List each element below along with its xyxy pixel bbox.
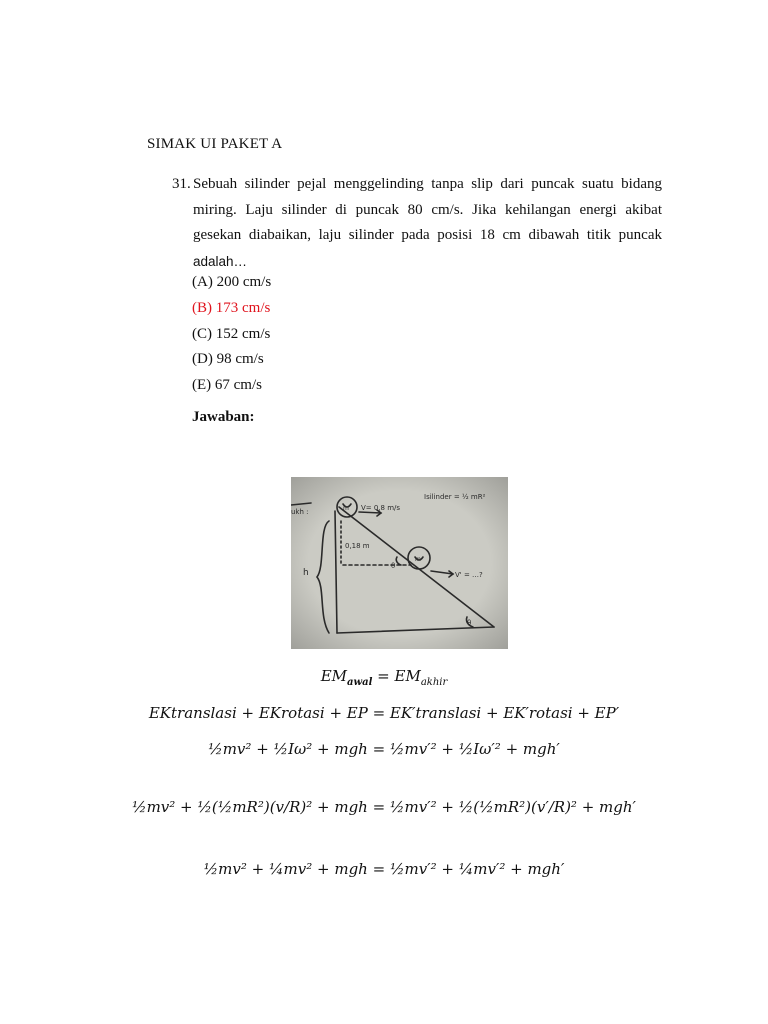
- question-number: 31.: [172, 176, 191, 192]
- equation-inertia-substitution: [0, 798, 768, 816]
- eq2-text: EKtranslasi + EKrotasi + EP = EK′translasi + EK′rotasi + EP′: [148, 704, 620, 722]
- answer-options: [192, 270, 271, 399]
- eq1-lhs-sub: awal: [347, 677, 373, 688]
- eq4-text: ½mv² + ½(½mR²)(v/R)² + mgh = ½mv′² + ½(½mR²)(v′/R)² + mgh′: [132, 798, 636, 816]
- incline-diagram: [291, 477, 508, 649]
- option-b-correct: (B) 173 cm/s: [192, 299, 271, 316]
- angle-base-label: θ: [467, 619, 472, 627]
- incline-sketch-photo: [291, 477, 508, 649]
- equation-kinetic-expansion: [0, 740, 768, 758]
- eq1-lhs: EM: [320, 667, 348, 685]
- eq1-rhs: EM: [394, 667, 421, 685]
- question-tail: adalah…: [193, 253, 248, 269]
- answer-heading: Jawaban:: [192, 409, 255, 425]
- height-drop-label: 0,18 m: [345, 542, 370, 550]
- option-c: (C) 152 cm/s: [192, 325, 271, 342]
- eq5-text: ½mv² + ¼mv² + mgh = ½mv′² + ¼mv′² + mgh′: [203, 860, 565, 878]
- angle-mid-label: θ: [391, 562, 396, 570]
- equation-energy-conservation: $EM_{awal} = EM_{akhir}$: [320, 667, 448, 688]
- mass-top-label: m: [343, 505, 349, 512]
- eq1-rhs-sub: akhir: [420, 677, 448, 688]
- inertia-label: Isilinder = ½ mR²: [424, 493, 486, 501]
- velocity-prime-label: V' = …?: [455, 571, 483, 579]
- question-text: [193, 172, 662, 275]
- side-note-label: ukh :: [291, 508, 309, 516]
- question-body: Sebuah silinder pejal menggelinding tanpa slip dari puncak suatu bidang miring. Laju silinder di puncak 80 cm/s. Jika kehilangan energi akibat gesekan diabaikan, laju silinder pada posisi 18 cm dibawah titik puncak: [193, 176, 662, 243]
- question-block: [172, 172, 662, 275]
- option-a: (A) 200 cm/s: [192, 274, 272, 290]
- height-label: h: [303, 568, 309, 578]
- mass-bottom-label: m: [415, 556, 421, 563]
- equation-simplified: [0, 860, 768, 878]
- eq3-text: ½mv² + ½Iω² + mgh = ½mv′² + ½Iω′² + mgh′: [208, 740, 560, 758]
- equation-energy-terms: [0, 704, 768, 722]
- document-header: SIMAK UI PAKET A: [147, 136, 283, 152]
- option-d: (D) 98 cm/s: [192, 351, 264, 368]
- velocity-top-label: V= 0,8 m/s: [361, 504, 401, 512]
- option-e: (E) 67 cm/s: [192, 377, 262, 394]
